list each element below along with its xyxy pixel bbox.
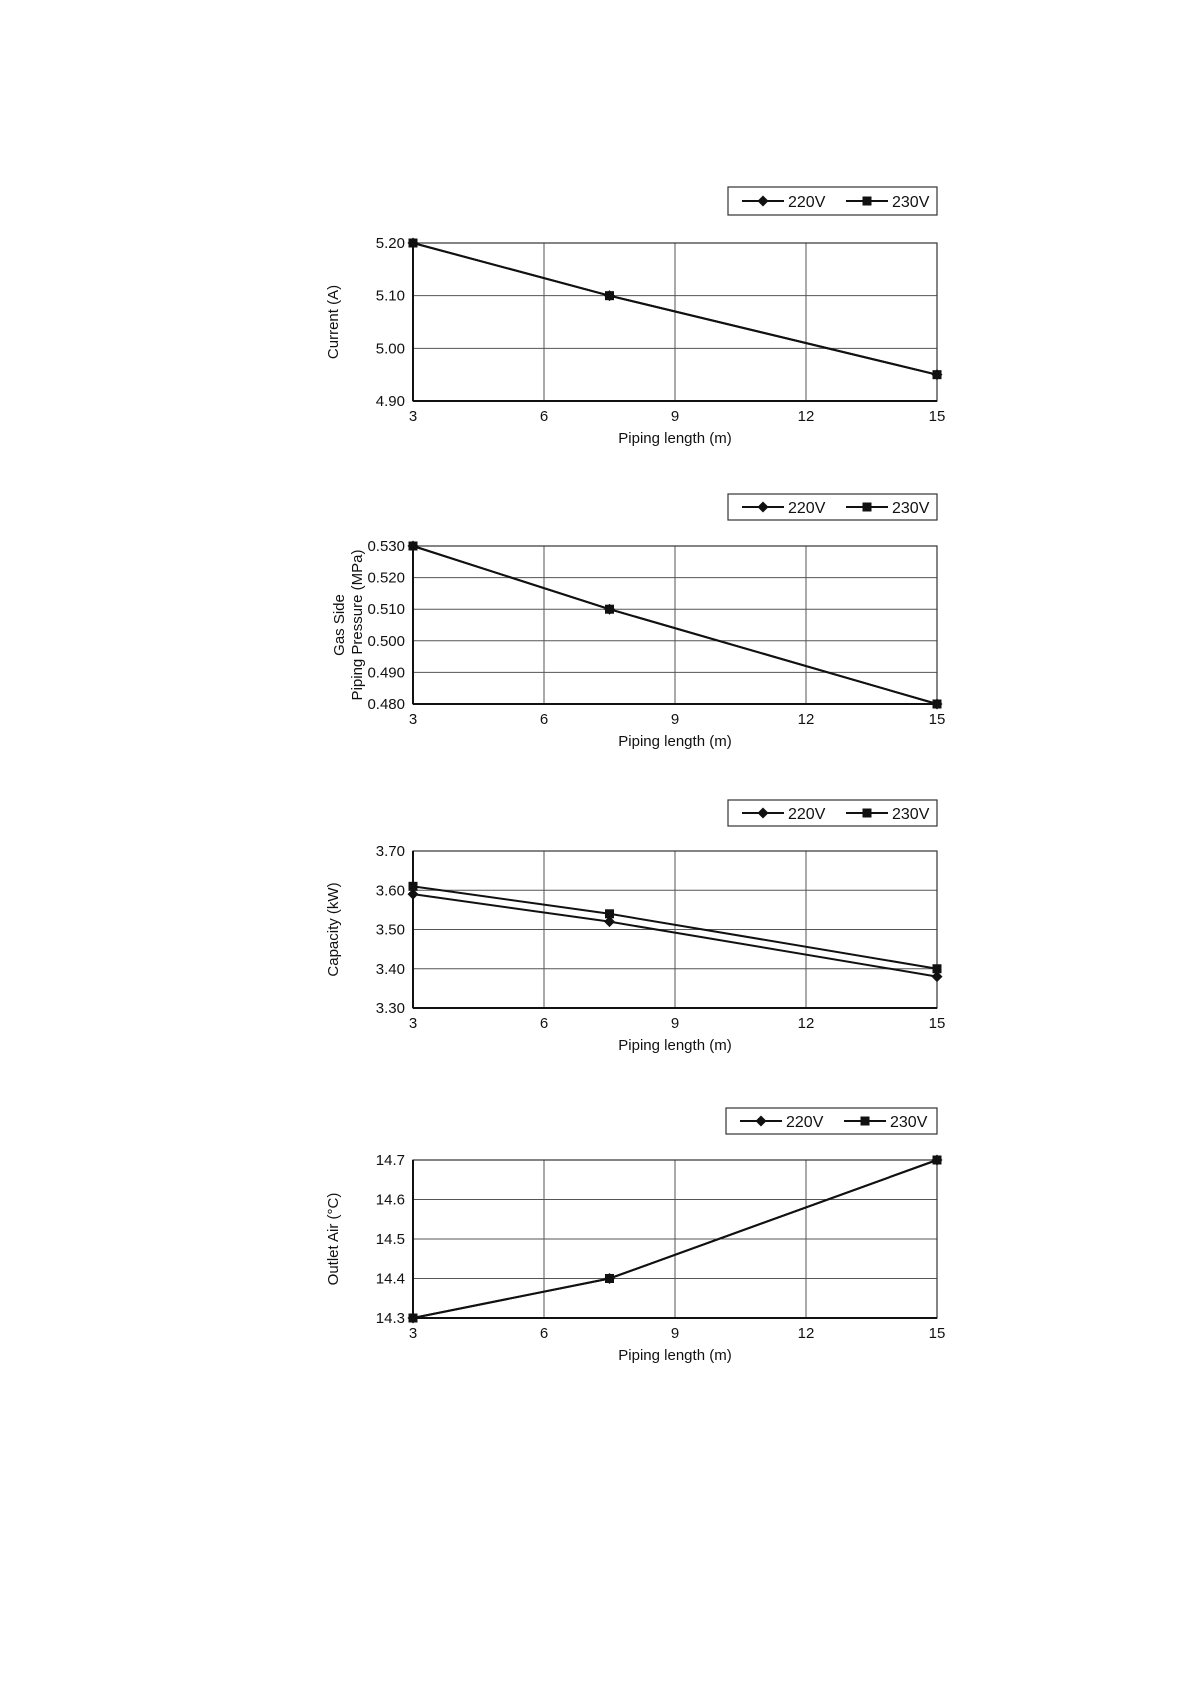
legend-marker-230V (863, 503, 872, 512)
data-point-230V (933, 964, 942, 973)
data-point-230V (409, 542, 418, 551)
y-axis-label (331, 550, 366, 701)
legend-label-230V: 230V (890, 1114, 928, 1131)
x-axis-label: Piping length (m) (618, 733, 732, 750)
data-point-230V (409, 882, 418, 891)
data-point-230V (409, 1314, 418, 1323)
y-tick-label: 5.00 (375, 340, 405, 358)
x-axis-label: Piping length (m) (618, 1037, 732, 1054)
legend (726, 1108, 937, 1134)
data-point-230V (933, 370, 942, 379)
legend-label-220V: 220V (788, 806, 826, 823)
grid (413, 243, 937, 401)
x-tick-label: 6 (539, 1015, 549, 1032)
legend-marker-230V (863, 809, 872, 818)
outlet-air-chart (325, 1108, 945, 1364)
x-tick-label: 9 (670, 711, 680, 728)
data-point-230V (933, 700, 942, 709)
x-axis-label: Piping length (m) (618, 1347, 732, 1364)
x-tick-label: 6 (539, 408, 549, 425)
data-point-230V (409, 239, 418, 248)
x-tick-label: 12 (797, 1015, 815, 1032)
legend (728, 800, 937, 826)
x-tick-label: 15 (928, 408, 946, 425)
x-tick-label: 12 (797, 711, 815, 728)
y-tick-label: 3.50 (375, 921, 405, 939)
y-tick-label: 14.4 (375, 1270, 405, 1288)
y-axis-label-line: Capacity (kW) (325, 882, 342, 977)
legend-label-220V: 220V (788, 194, 826, 211)
x-tick-label: 3 (408, 408, 418, 425)
legend-label-220V: 220V (786, 1114, 824, 1131)
y-axis-label-line: Piping Pressure (MPa) (349, 549, 366, 701)
y-axis-label-line: Gas Side (331, 594, 348, 656)
legend-label-230V: 230V (892, 500, 930, 517)
y-tick-label: 3.30 (375, 1000, 405, 1017)
y-tick-label: 5.10 (375, 287, 405, 305)
y-axis-label (325, 1193, 342, 1286)
y-axis-label-line: Current (A) (325, 284, 342, 360)
y-tick-label: 0.500 (367, 632, 405, 650)
x-axis-label: Piping length (m) (618, 430, 732, 447)
x-tick-label: 12 (797, 1325, 815, 1342)
x-tick-label: 6 (539, 1325, 549, 1342)
y-tick-label: 0.530 (367, 538, 405, 555)
data-point-230V (605, 1274, 614, 1283)
y-tick-label: 3.60 (375, 882, 405, 900)
gas-side-pressure-chart (331, 494, 945, 750)
y-tick-label: 0.520 (367, 569, 405, 587)
y-tick-label: 14.6 (375, 1191, 405, 1209)
grid (413, 1160, 937, 1318)
y-tick-label: 0.510 (367, 601, 405, 619)
legend (728, 494, 937, 520)
legend-marker-230V (861, 1117, 870, 1126)
x-tick-label: 9 (670, 1325, 680, 1342)
data-point-230V (933, 1156, 942, 1165)
x-tick-label: 9 (670, 408, 680, 425)
legend-marker-230V (863, 197, 872, 206)
capacity-chart (325, 800, 945, 1054)
data-point-230V (605, 605, 614, 614)
x-tick-label: 3 (408, 1325, 418, 1342)
y-axis-label (325, 882, 342, 976)
y-tick-label: 14.3 (375, 1310, 405, 1327)
y-tick-label: 3.70 (375, 843, 405, 860)
y-tick-label: 0.480 (367, 696, 405, 713)
data-point-230V (605, 909, 614, 918)
x-tick-label: 3 (408, 711, 418, 728)
y-tick-label: 5.20 (375, 235, 405, 252)
y-tick-label: 0.490 (367, 664, 405, 682)
legend-label-230V: 230V (892, 194, 930, 211)
legend (728, 187, 937, 215)
y-tick-label: 14.5 (375, 1231, 405, 1248)
y-tick-label: 4.90 (375, 393, 405, 410)
x-tick-label: 15 (928, 711, 946, 728)
x-tick-label: 6 (539, 711, 549, 728)
x-tick-label: 15 (928, 1325, 946, 1342)
legend-label-220V: 220V (788, 500, 826, 517)
y-axis-label-line: Outlet Air (°C) (325, 1192, 342, 1286)
current-chart (325, 187, 945, 447)
y-tick-label: 3.40 (375, 960, 405, 978)
y-axis-label (325, 285, 342, 359)
x-tick-label: 3 (408, 1015, 418, 1032)
grid (413, 851, 937, 1008)
legend-label-230V: 230V (892, 806, 930, 823)
x-tick-label: 12 (797, 408, 815, 425)
data-point-230V (605, 291, 614, 300)
x-tick-label: 15 (928, 1015, 946, 1032)
y-tick-label: 14.7 (375, 1152, 405, 1169)
x-tick-label: 9 (670, 1015, 680, 1032)
